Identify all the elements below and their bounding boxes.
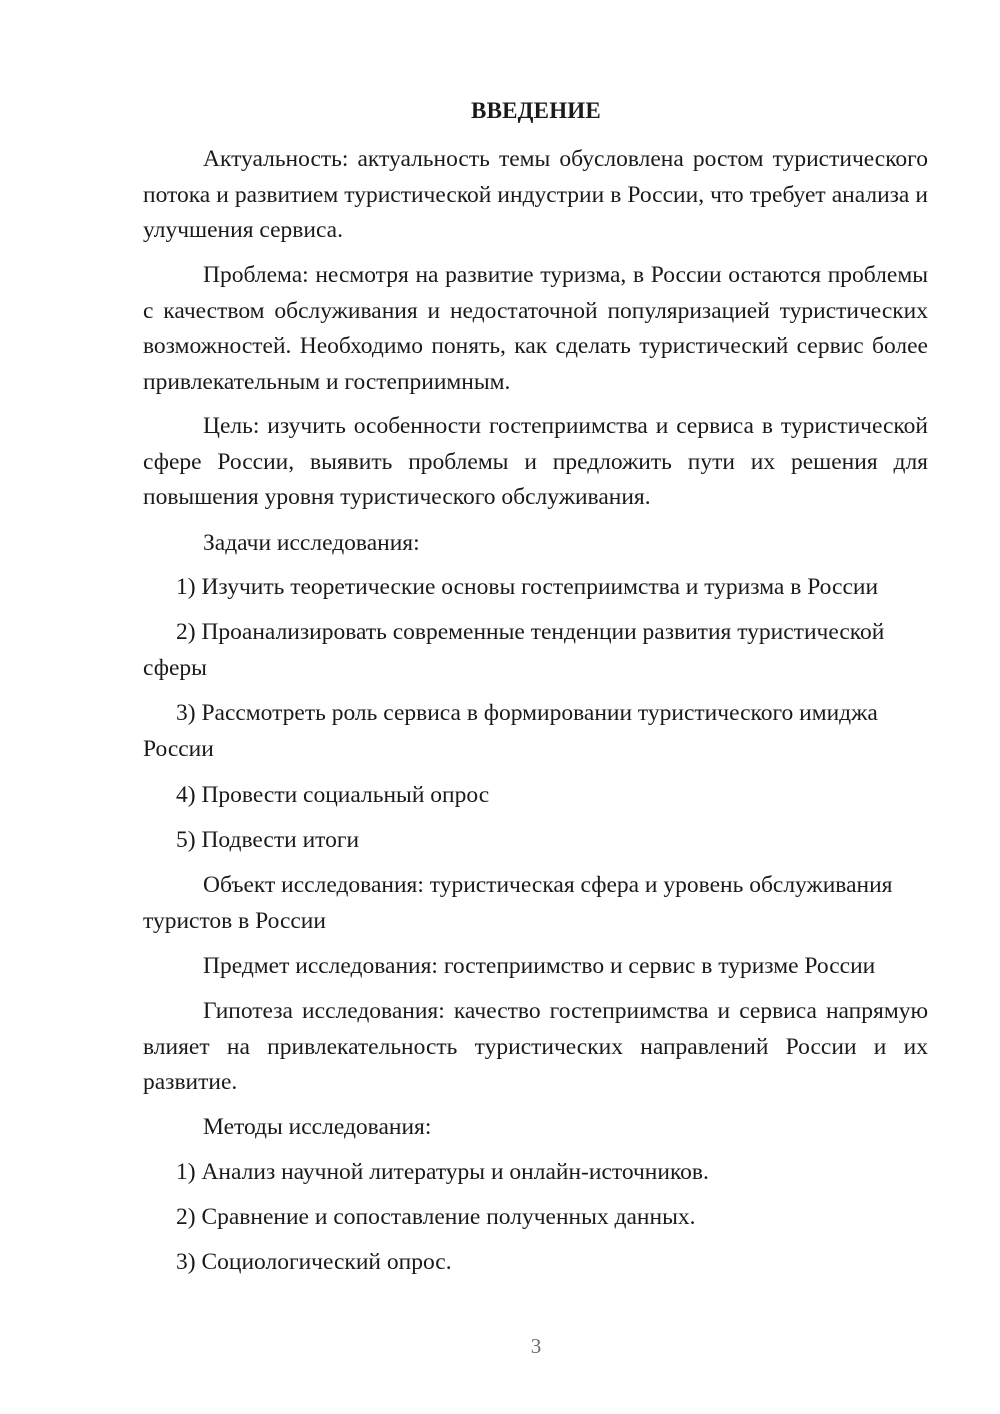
paragraph-relevance: Актуальность: актуальность темы обусловлена ростом туристического потока и развитием туристической индустрии в России, что требует анализа и улучшения сервиса.	[143, 146, 928, 243]
task-item-3: 3) Рассмотреть роль сервиса в формировании туристического имиджа России	[143, 700, 878, 762]
task-item-5: 5) Подвести итоги	[176, 827, 360, 853]
methods-title: Методы исследования:	[203, 1114, 432, 1140]
method-item-2: 2) Сравнение и сопоставление полученных данных.	[176, 1204, 696, 1230]
method-item-1: 1) Анализ научной литературы и онлайн-источников.	[176, 1159, 709, 1185]
paragraph-hypothesis: Гипотеза исследования: качество гостеприимства и сервиса напрямую влияет на привлекательность туристических направлений России и их развитие.	[143, 998, 928, 1095]
task-item-2: 2) Проанализировать современные тенденции развития туристической сферы	[143, 619, 885, 681]
paragraph-problem: Проблема: несмотря на развитие туризма, в России остаются проблемы с качеством обслуживания и недостаточной популяризацией туристических возможностей. Необходимо понять, как сделать туристический сервис более привлекательным и гостеприимным.	[143, 262, 928, 395]
paragraph-goal: Цель: изучить особенности гостеприимства и сервиса в туристической сфере России, выявить проблемы и предложить пути их решения для повышения уровня туристического обслуживания.	[143, 413, 928, 510]
page-title: ВВЕДЕНИЕ	[471, 98, 601, 123]
tasks-title: Задачи исследования:	[203, 530, 420, 556]
method-item-3: 3) Социологический опрос.	[176, 1249, 452, 1275]
task-item-4: 4) Провести социальный опрос	[176, 782, 490, 808]
paragraph-subject: Предмет исследования: гостеприимство и сервис в туризме России	[203, 953, 876, 979]
task-item-1: 1) Изучить теоретические основы гостеприимства и туризма в России	[176, 574, 879, 600]
page-number: 3	[530, 1334, 542, 1358]
paragraph-object: Объект исследования: туристическая сфера и уровень обслуживания туристов в России	[143, 872, 893, 934]
